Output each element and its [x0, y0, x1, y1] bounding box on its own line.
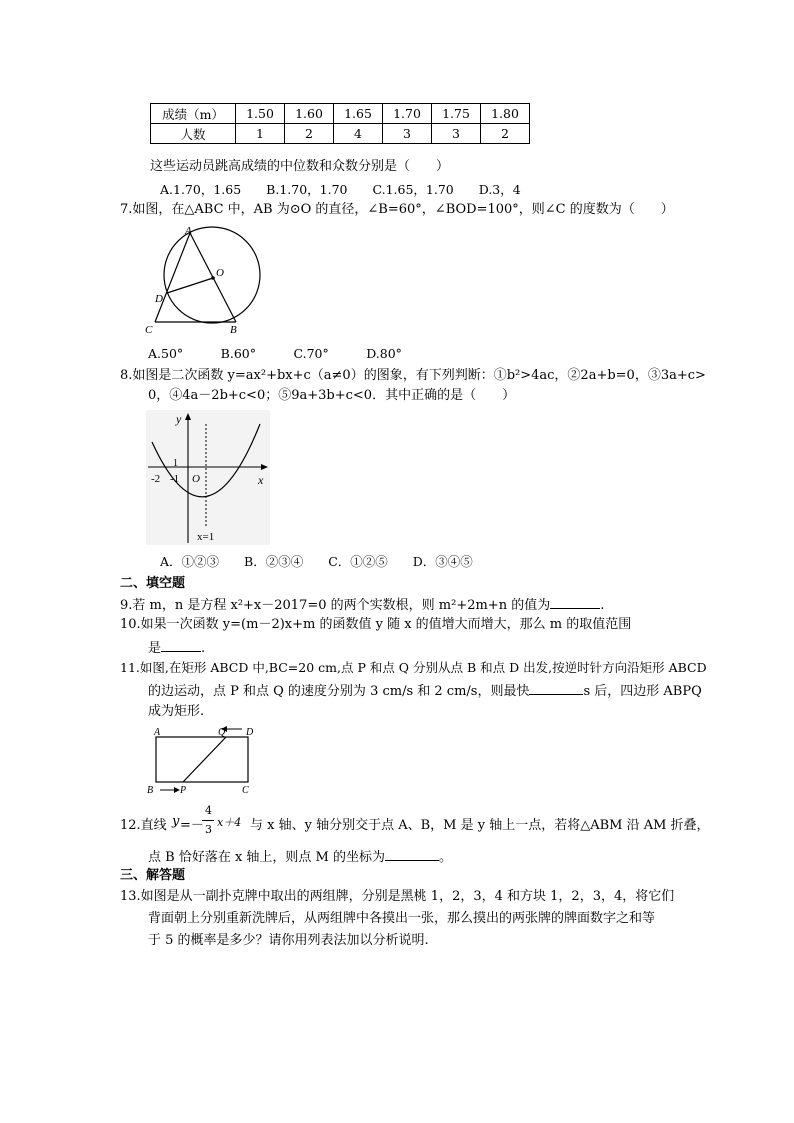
q9: 9.若 m，n 是方程 x²+x－2017=0 的两个实数根，则 m²+2m+n 的值为 .	[120, 594, 604, 616]
origin-label: O	[192, 473, 200, 485]
q10-line2: 是 .	[148, 637, 205, 659]
tick-one: 1	[173, 458, 178, 469]
label-b: B	[230, 324, 237, 336]
q11-blank	[529, 680, 583, 695]
table-cell: 4	[334, 124, 383, 144]
q10-line1: 10.如果一次函数 y=(m－2)x+m 的函数值 y 随 x 的值增大而增大，那么 m 的取值范围	[120, 617, 632, 632]
score-table	[150, 103, 530, 144]
q12-blank	[385, 846, 439, 861]
table-cell: 2	[481, 124, 530, 144]
q12-numerator: 4	[205, 804, 212, 817]
q6-options: A.1.70，1.65 B.1.70，1.70 C.1.65，1.70 D.3，4	[160, 182, 521, 197]
q7-stem: 7.如图，在△ABC 中，AB 为⊙O 的直径，∠B=60°，∠BOD=100°，则∠C 的度数为（ ）	[120, 202, 674, 217]
table-cell: 1.75	[432, 104, 481, 124]
q12-formula-rest: x＋4	[217, 816, 242, 829]
table-cell: 2	[285, 124, 334, 144]
table-header-label: 成绩（m）	[151, 104, 236, 124]
tick-neg2: -2	[151, 473, 161, 485]
q12-line1-rest: 与 x 轴、y 轴分别交于点 A、B，M 是 y 轴上一点，若将△ABM 沿 AM 折叠，	[250, 818, 710, 833]
q12-formula-y: y	[172, 814, 180, 829]
q11-line3: 成为矩形.	[148, 704, 205, 719]
q6-stem: 这些运动员跳高成绩的中位数和众数分别是（ ）	[150, 159, 450, 174]
q12-line2: 点 B 恰好落在 x 轴上，则点 M 的坐标为 。	[148, 846, 452, 868]
table-header-row	[151, 104, 530, 124]
q7-options: A.50° B.60° C.70° D.80°	[148, 346, 402, 361]
q11-line2	[148, 680, 702, 702]
section-answer-heading: 三、解答题	[120, 868, 186, 883]
table-cell: 3	[432, 124, 481, 144]
table-cell: 3	[383, 124, 432, 144]
q12-formula-eq: =－	[180, 818, 204, 833]
q11-line1: 11.如图,在矩形 ABCD 中,BC=20 cm,点 P 和点 Q 分别从点 B 和点 D 出发,按逆时针方向沿矩形 ABCD	[120, 660, 707, 675]
q8-stem-line2: 0，④4a－2b+c<0；⑤9a+3b+c<0．其中正确的是（ ）	[148, 388, 516, 403]
q12-fraction-bar	[202, 820, 214, 821]
label-a: A	[185, 225, 192, 237]
label-q: Q	[218, 727, 226, 738]
table-cell: 1.65	[334, 104, 383, 124]
axis-of-symmetry-label: x=1	[197, 531, 215, 543]
table-row-label: 人数	[151, 124, 236, 144]
table-row	[151, 124, 530, 144]
table-cell: 1.50	[236, 104, 285, 124]
q7-figure	[140, 225, 270, 337]
label-d: D	[246, 727, 254, 738]
y-label: y	[176, 412, 182, 426]
label-a: A	[154, 727, 161, 738]
label-c: C	[242, 785, 249, 794]
q11-rectangle-figure	[146, 724, 258, 794]
q12-denominator: 3	[205, 823, 212, 836]
label-d: D	[155, 293, 163, 305]
segment-ac	[155, 233, 190, 322]
table-cell: 1.80	[481, 104, 530, 124]
table-cell: 1	[236, 124, 285, 144]
center-dot	[211, 276, 215, 280]
q8-parabola-figure	[146, 410, 270, 545]
segment-pq	[183, 737, 226, 782]
q12-line2-text: 点 B 恰好落在 x 轴上，则点 M 的坐标为	[148, 850, 385, 865]
x-label: x	[258, 473, 264, 487]
q13-line3: 于 5 的概率是多少？请你用列表法加以分析说明.	[148, 933, 429, 948]
q8-stem-line1: 8.如图是二次函数 y=ax²+bx+c（a≠0）的图象，有下列判断：①b²>4ac，②2a+b=0，③3a+c>	[120, 368, 706, 383]
section-fill-blank-heading: 二、填空题	[120, 576, 186, 591]
table-cell: 1.70	[383, 104, 432, 124]
q13-line1: 13.如图是从一副扑克牌中取出的两组牌，分别是黑桃 1，2，3，4 和方块 1，2，3，4，将它们	[120, 889, 675, 904]
label-o: O	[216, 267, 224, 279]
segment-od	[167, 278, 213, 293]
label-b: B	[147, 785, 154, 794]
q9-blank	[550, 594, 600, 609]
label-p: P	[180, 785, 187, 794]
rectangle-abcd	[156, 737, 248, 782]
q8-options: A．①②③ B．②③④ C．①②⑤ D．③④⑤	[160, 554, 473, 569]
q11-line2b: s 后，四边形 ABPQ	[583, 684, 702, 699]
q11-line2a: 的边运动，点 P 和点 Q 的速度分别为 3 cm/s 和 2 cm/s，则最快	[148, 684, 530, 699]
q10-blank	[161, 637, 201, 652]
q12-prefix: 12.直线	[120, 818, 167, 833]
q10-line2-text: 是	[148, 641, 162, 656]
table-cell: 1.60	[285, 104, 334, 124]
q13-line2: 背面朝上分别重新洗牌后，从两组牌中各摸出一张，那么摸出的两张牌的牌面数字之和等	[148, 911, 656, 926]
figure-background	[146, 410, 270, 545]
q9-text: 9.若 m，n 是方程 x²+x－2017=0 的两个实数根，则 m²+2m+n 的值为	[120, 598, 551, 613]
tick-neg1: -1	[170, 473, 180, 485]
label-c: C	[145, 324, 153, 336]
